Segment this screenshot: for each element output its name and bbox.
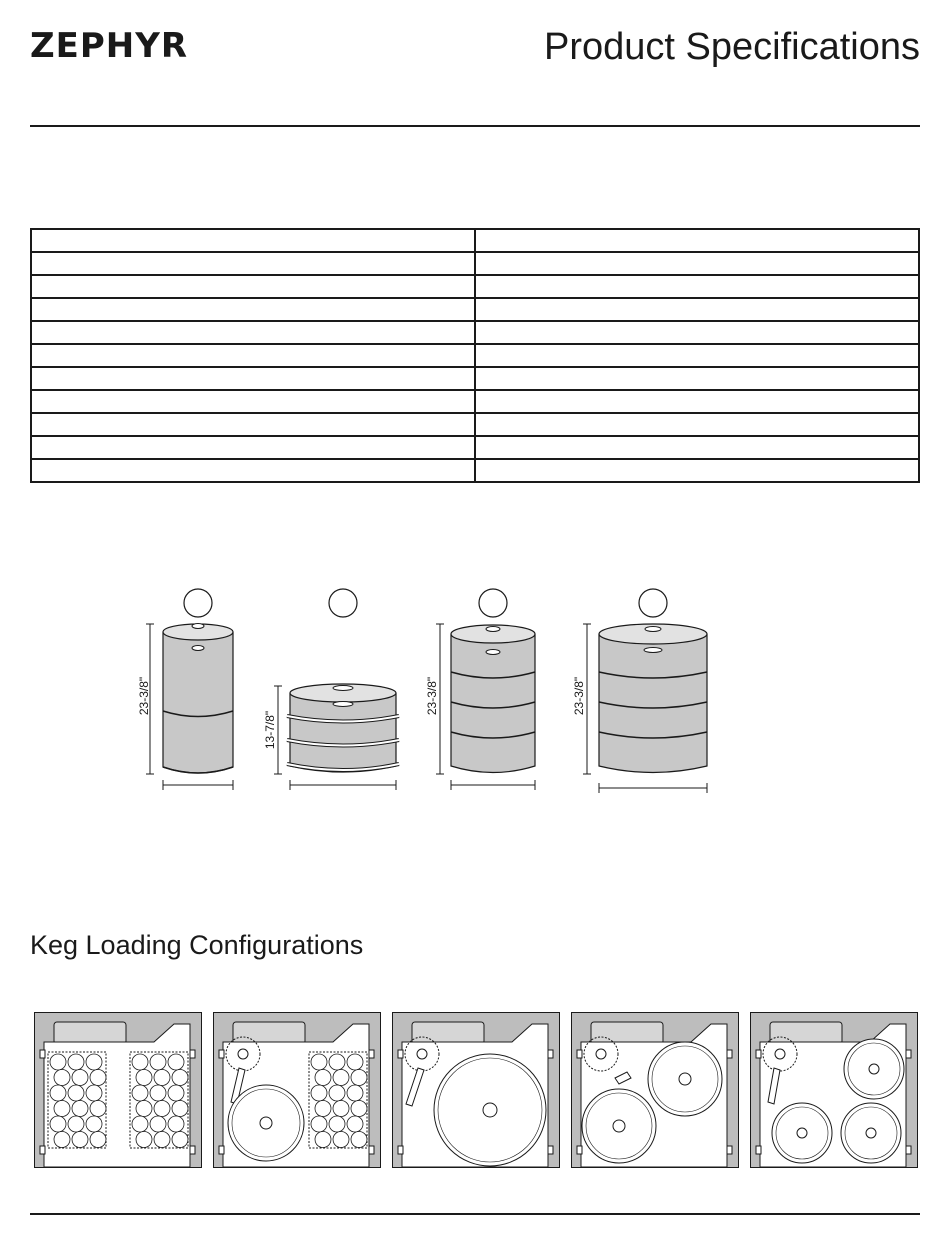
bottle [311,1116,327,1132]
spec-row [31,459,919,482]
bottle [333,1101,349,1117]
spec-label-cell [31,275,475,298]
bottle [154,1070,170,1086]
bottle [50,1116,66,1132]
spec-row [31,229,919,252]
bottle [86,1116,102,1132]
bottle [90,1101,106,1117]
bottle [50,1085,66,1101]
keg-1-height-label: 23-3/8" [137,676,151,716]
page-title: Product Specifications [544,26,920,68]
bottle [68,1116,84,1132]
keg-size-diagram [120,580,740,800]
spec-value-cell [475,229,919,252]
bottle [172,1132,188,1148]
keg-3-height-label: 23-3/8" [425,676,439,716]
spec-row [31,321,919,344]
spec-label-cell [31,436,475,459]
spec-label-cell [31,459,475,482]
config-bottles-only [34,1012,202,1168]
bottle [54,1101,70,1117]
bottle [68,1054,84,1070]
keg-2-callout-circle [329,589,357,617]
bottle [72,1070,88,1086]
bottle [136,1132,152,1148]
spec-value-cell [475,321,919,344]
keg-medium [425,589,535,790]
bottle [68,1085,84,1101]
keg-4-height-label: 23-3/8" [572,676,586,716]
keg-4-callout-circle [639,589,667,617]
config-three-kegs [750,1012,918,1168]
spec-label-cell [31,390,475,413]
spec-row [31,344,919,367]
spec-row [31,436,919,459]
spec-value-cell [475,344,919,367]
spec-row [31,275,919,298]
spec-table [30,228,920,483]
keg-slim-quarter [137,589,233,790]
bottle [54,1070,70,1086]
keg-3-callout-circle [479,589,507,617]
bottle [168,1116,184,1132]
bottle [136,1070,152,1086]
bottle [72,1101,88,1117]
spec-label-cell [31,252,475,275]
bottle [351,1101,367,1117]
spec-value-cell [475,459,919,482]
spec-value-cell [475,436,919,459]
bottle [54,1132,70,1148]
spec-label-cell [31,298,475,321]
bottle [150,1085,166,1101]
spec-row [31,367,919,390]
bottle [132,1054,148,1070]
bottle [347,1116,363,1132]
spec-row [31,413,919,436]
bottle [329,1116,345,1132]
bottle [329,1054,345,1070]
keg-1-callout-circle [184,589,212,617]
keg-short [263,589,399,790]
spec-label-cell [31,413,475,436]
bottle [329,1085,345,1101]
bottle [168,1054,184,1070]
spec-row [31,390,919,413]
bottle [311,1054,327,1070]
spec-row [31,298,919,321]
bottle [136,1101,152,1117]
keg-loading-configurations [34,1012,918,1168]
spec-label-cell [31,321,475,344]
bottle [154,1101,170,1117]
bottle [333,1070,349,1086]
bottle [150,1116,166,1132]
spec-value-cell [475,390,919,413]
bottle [154,1132,170,1148]
bottle [72,1132,88,1148]
bottle [132,1116,148,1132]
header-divider [30,125,920,127]
bottle [90,1132,106,1148]
keg-2-height-label: 13-7/8" [263,710,277,750]
spec-label-cell [31,344,475,367]
config-two-kegs [571,1012,739,1168]
bottle [150,1054,166,1070]
footer-divider [30,1213,920,1215]
bottle [172,1101,188,1117]
bottle [86,1085,102,1101]
keg-loading-title: Keg Loading Configurations [30,930,364,960]
bottle [347,1054,363,1070]
bottle [315,1070,331,1086]
bottle [50,1054,66,1070]
keg-full [572,589,707,793]
bottle [172,1070,188,1086]
spec-value-cell [475,413,919,436]
bottle [311,1085,327,1101]
bottle [333,1132,349,1148]
zephyr-logo: ZEPHYR [30,26,189,66]
spec-label-cell [31,367,475,390]
bottle [90,1070,106,1086]
spec-value-cell [475,298,919,321]
config-full-keg [392,1012,560,1168]
bottle [132,1085,148,1101]
bottle [351,1132,367,1148]
bottle [168,1085,184,1101]
spec-value-cell [475,367,919,390]
spec-value-cell [475,252,919,275]
bottle [347,1085,363,1101]
bottle [351,1070,367,1086]
bottle [315,1132,331,1148]
bottle [86,1054,102,1070]
spec-value-cell [475,275,919,298]
spec-label-cell [31,229,475,252]
config-keg-and-bottles [213,1012,381,1168]
spec-row [31,252,919,275]
bottle [315,1101,331,1117]
